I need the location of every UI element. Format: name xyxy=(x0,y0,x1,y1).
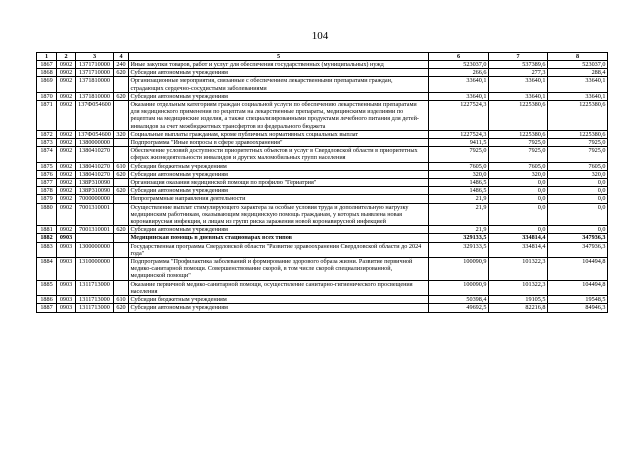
amount-col-7: 320,0 xyxy=(489,170,548,178)
row-number: 1881 xyxy=(37,226,57,234)
amount-col-8: 347936,3 xyxy=(548,242,608,257)
expense-type-code xyxy=(114,139,129,147)
expense-type-code: 620 xyxy=(114,92,129,100)
table-row xyxy=(37,258,608,281)
section-code: 0903 xyxy=(57,304,76,312)
section-code: 0902 xyxy=(57,61,76,69)
table-row xyxy=(37,147,608,162)
amount-col-8: 84946,3 xyxy=(548,304,608,312)
target-article-code: 7000000000 xyxy=(76,195,114,203)
amount-col-8: 7925,0 xyxy=(548,139,608,147)
row-number: 1877 xyxy=(37,179,57,187)
amount-col-7: 334814,4 xyxy=(489,234,548,242)
item-name: Субсидии автономным учреждениям xyxy=(129,92,429,100)
table-body xyxy=(37,61,608,313)
row-number: 1879 xyxy=(37,195,57,203)
amount-col-6: 21,9 xyxy=(429,203,489,226)
expense-type-code: 320 xyxy=(114,130,129,138)
amount-col-6: 21,9 xyxy=(429,226,489,234)
amount-col-6: 7605,0 xyxy=(429,162,489,170)
section-code: 0903 xyxy=(57,296,76,304)
row-number: 1876 xyxy=(37,170,57,178)
item-name: Организационные мероприятия, связанные с обеспечением лекарственными препаратами граждан, страдающих сердечно-сосудистыми заболеваниями xyxy=(129,77,429,92)
expense-type-code xyxy=(114,242,129,257)
amount-col-8: 0,0 xyxy=(548,226,608,234)
section-code: 0902 xyxy=(57,187,76,195)
amount-col-7: 0,0 xyxy=(489,195,548,203)
section-code: 0902 xyxy=(57,69,76,77)
amount-col-8: 7605,0 xyxy=(548,162,608,170)
section-code: 0902 xyxy=(57,101,76,131)
table-row xyxy=(37,77,608,92)
amount-col-7: 101322,3 xyxy=(489,258,548,281)
table-row xyxy=(37,280,608,295)
amount-col-7: 277,3 xyxy=(489,69,548,77)
target-article-code: 1311713000 xyxy=(76,296,114,304)
target-article-code xyxy=(76,234,114,242)
item-name: Обеспечение условий доступности приоритетных объектов и услуг в Свердловской области в приоритетных сферах жизнедеятельности инвалидов и других маломобильных групп населения xyxy=(129,147,429,162)
section-code: 0902 xyxy=(57,147,76,162)
row-number: 1883 xyxy=(37,242,57,257)
amount-col-6: 329133,5 xyxy=(429,242,489,257)
item-name: Медицинская помощь в дневных стационарах всех типов xyxy=(129,234,429,242)
amount-col-7: 334814,4 xyxy=(489,242,548,257)
section-code: 0902 xyxy=(57,179,76,187)
target-article-code: 1310000000 xyxy=(76,258,114,281)
item-name: Субсидии автономным учреждениям xyxy=(129,69,429,77)
amount-col-6: 266,6 xyxy=(429,69,489,77)
row-number: 1887 xyxy=(37,304,57,312)
target-article-code: 1380410270 xyxy=(76,170,114,178)
amount-col-8: 104494,8 xyxy=(548,280,608,295)
table-row xyxy=(37,139,608,147)
amount-col-7: 7605,0 xyxy=(489,162,548,170)
item-name: Субсидии бюджетным учреждениям xyxy=(129,162,429,170)
table-row xyxy=(37,69,608,77)
item-name: Субсидии автономным учреждениям xyxy=(129,226,429,234)
table-row xyxy=(37,92,608,100)
section-total-row xyxy=(37,234,608,242)
table-row xyxy=(37,304,608,312)
amount-col-7: 7925,0 xyxy=(489,139,548,147)
expense-type-code: 620 xyxy=(114,69,129,77)
amount-col-6: 49692,5 xyxy=(429,304,489,312)
amount-col-6: 33640,1 xyxy=(429,92,489,100)
section-code: 0903 xyxy=(57,280,76,295)
row-number: 1871 xyxy=(37,101,57,131)
table-row xyxy=(37,101,608,131)
section-code: 0903 xyxy=(57,258,76,281)
amount-col-6: 320,0 xyxy=(429,170,489,178)
item-name: Социальные выплаты гражданам, кроме публичных нормативных социальных выплат xyxy=(129,130,429,138)
item-name: Государственная программа Свердловской области "Развитие здравоохранения Свердловской области до 2024 года" xyxy=(129,242,429,257)
column-header: 5 xyxy=(129,53,429,61)
row-number: 1886 xyxy=(37,296,57,304)
expense-type-code: 620 xyxy=(114,304,129,312)
table-row xyxy=(37,187,608,195)
expense-type-code: 610 xyxy=(114,296,129,304)
target-article-code: 7001310001 xyxy=(76,203,114,226)
amount-col-8: 320,0 xyxy=(548,170,608,178)
row-number: 1880 xyxy=(37,203,57,226)
item-name: Иные закупки товаров, работ и услуг для обеспечения государственных (муниципальных) нужд xyxy=(129,61,429,69)
table-row xyxy=(37,162,608,170)
row-number: 1875 xyxy=(37,162,57,170)
section-code: 0902 xyxy=(57,130,76,138)
expense-type-code: 620 xyxy=(114,187,129,195)
table-row xyxy=(37,179,608,187)
expense-type-code xyxy=(114,234,129,242)
column-header: 2 xyxy=(57,53,76,61)
table-row xyxy=(37,296,608,304)
page-number: 104 xyxy=(311,30,329,42)
expense-type-code xyxy=(114,280,129,295)
amount-col-6: 329133,5 xyxy=(429,234,489,242)
column-header: 6 xyxy=(429,53,489,61)
item-name: Субсидии автономным учреждениям xyxy=(129,187,429,195)
amount-col-8: 1225380,6 xyxy=(548,101,608,131)
amount-col-8: 0,0 xyxy=(548,195,608,203)
target-article-code: 7001310001 xyxy=(76,226,114,234)
column-header: 7 xyxy=(489,53,548,61)
amount-col-8: 33640,1 xyxy=(548,92,608,100)
column-header: 4 xyxy=(114,53,129,61)
section-code: 0902 xyxy=(57,77,76,92)
amount-col-8: 7925,0 xyxy=(548,147,608,162)
row-number: 1867 xyxy=(37,61,57,69)
expense-type-code: 610 xyxy=(114,162,129,170)
target-article-code: 138Р310090 xyxy=(76,187,114,195)
item-name: Организация оказания медицинской помощи по профилю "Гериатрия" xyxy=(129,179,429,187)
section-code: 0903 xyxy=(57,242,76,257)
amount-col-6: 100090,9 xyxy=(429,258,489,281)
item-name: Непрограммные направления деятельности xyxy=(129,195,429,203)
column-header: 8 xyxy=(548,53,608,61)
amount-col-7: 0,0 xyxy=(489,226,548,234)
section-code: 0902 xyxy=(57,203,76,226)
expense-type-code: 620 xyxy=(114,226,129,234)
item-name: Субсидии автономным учреждениям xyxy=(129,304,429,312)
amount-col-6: 1486,5 xyxy=(429,179,489,187)
amount-col-8: 0,0 xyxy=(548,187,608,195)
budget-table xyxy=(36,52,608,313)
expense-type-code xyxy=(114,179,129,187)
amount-col-7: 101322,3 xyxy=(489,280,548,295)
section-code: 0902 xyxy=(57,195,76,203)
amount-col-7: 33640,1 xyxy=(489,77,548,92)
table-row xyxy=(37,195,608,203)
amount-col-7: 1225380,6 xyxy=(489,101,548,131)
expense-type-code: 620 xyxy=(114,170,129,178)
row-number: 1885 xyxy=(37,280,57,295)
item-name: Осуществление выплат стимулирующего характера за особые условия труда и дополнительную нагрузку медицинским работникам, оказывающим медицинскую помощь гражданам, у которых выявлена новая коронавирусная инфекция, и лицам из групп риска заражения новой коронавирусной инфекцией xyxy=(129,203,429,226)
item-name: Подпрограмма "Профилактика заболеваний и формирование здорового образа жизни. Развитие первичной медико-санитарной помощи. Совершенствование скорой, в том числе скорой специализированной, медицинской помощи" xyxy=(129,258,429,281)
item-name: Субсидии бюджетным учреждениям xyxy=(129,296,429,304)
target-article-code: 1371810000 xyxy=(76,92,114,100)
item-name: Подпрограмма "Иные вопросы в сфере здравоохранения" xyxy=(129,139,429,147)
target-article-code: 138Р310090 xyxy=(76,179,114,187)
target-article-code: 1380410270 xyxy=(76,147,114,162)
row-number: 1868 xyxy=(37,69,57,77)
column-header: 1 xyxy=(37,53,57,61)
target-article-code: 1311713000 xyxy=(76,280,114,295)
expense-type-code xyxy=(114,203,129,226)
amount-col-7: 7925,0 xyxy=(489,147,548,162)
section-code: 0902 xyxy=(57,162,76,170)
table-row xyxy=(37,61,608,69)
row-number: 1874 xyxy=(37,147,57,162)
amount-col-6: 9411,5 xyxy=(429,139,489,147)
item-name: Оказание отдельным категориям граждан социальной услуги по обеспечению лекарственными препаратами для медицинского применения по рецептам на лекарственные препараты, медицинскими изделиями по рецептам на медицинские изделия, а также специализированными продуктами лечебного питания для детей-инвалидов за счет межбюджетных трансфертов из федерального бюджета xyxy=(129,101,429,131)
amount-col-7: 82216,8 xyxy=(489,304,548,312)
table-row xyxy=(37,242,608,257)
section-code: 0902 xyxy=(57,92,76,100)
row-number: 1870 xyxy=(37,92,57,100)
amount-col-8: 0,0 xyxy=(548,179,608,187)
table-row xyxy=(37,170,608,178)
section-code: 0903 xyxy=(57,234,76,242)
amount-col-6: 33640,1 xyxy=(429,77,489,92)
amount-col-8: 19548,5 xyxy=(548,296,608,304)
row-number: 1873 xyxy=(37,139,57,147)
item-name: Субсидии автономным учреждениям xyxy=(129,170,429,178)
target-article-code: 1371810000 xyxy=(76,77,114,92)
target-article-code: 1311713000 xyxy=(76,304,114,312)
expense-type-code xyxy=(114,101,129,131)
table-row xyxy=(37,203,608,226)
amount-col-7: 19105,5 xyxy=(489,296,548,304)
amount-col-6: 523037,0 xyxy=(429,61,489,69)
amount-col-7: 0,0 xyxy=(489,203,548,226)
target-article-code: 137Ф054600 xyxy=(76,101,114,131)
expense-type-code: 240 xyxy=(114,61,129,69)
column-header: 3 xyxy=(76,53,114,61)
row-number: 1869 xyxy=(37,77,57,92)
table-header-row xyxy=(37,53,608,61)
expense-type-code xyxy=(114,147,129,162)
amount-col-6: 50398,4 xyxy=(429,296,489,304)
target-article-code: 1371710000 xyxy=(76,61,114,69)
amount-col-8: 523037,0 xyxy=(548,61,608,69)
target-article-code: 137Ф054600 xyxy=(76,130,114,138)
target-article-code: 1371710000 xyxy=(76,69,114,77)
amount-col-6: 21,9 xyxy=(429,195,489,203)
table-row xyxy=(37,130,608,138)
amount-col-6: 100090,9 xyxy=(429,280,489,295)
expense-type-code xyxy=(114,195,129,203)
expense-type-code xyxy=(114,258,129,281)
amount-col-6: 1227524,3 xyxy=(429,130,489,138)
amount-col-7: 0,0 xyxy=(489,179,548,187)
row-number: 1884 xyxy=(37,258,57,281)
amount-col-7: 1225380,6 xyxy=(489,130,548,138)
amount-col-7: 33640,1 xyxy=(489,92,548,100)
amount-col-7: 537389,6 xyxy=(489,61,548,69)
row-number: 1872 xyxy=(37,130,57,138)
target-article-code: 1380000000 xyxy=(76,139,114,147)
amount-col-8: 33640,1 xyxy=(548,77,608,92)
amount-col-8: 104494,8 xyxy=(548,258,608,281)
amount-col-7: 0,0 xyxy=(489,187,548,195)
amount-col-8: 1225380,6 xyxy=(548,130,608,138)
table-row xyxy=(37,226,608,234)
expense-type-code xyxy=(114,77,129,92)
amount-col-6: 1227524,3 xyxy=(429,101,489,131)
target-article-code: 1300000000 xyxy=(76,242,114,257)
amount-col-8: 0,0 xyxy=(548,203,608,226)
amount-col-6: 7925,0 xyxy=(429,147,489,162)
amount-col-8: 288,4 xyxy=(548,69,608,77)
amount-col-6: 1486,5 xyxy=(429,187,489,195)
item-name: Оказание первичной медико-санитарной помощи, осуществление санитарно-гигиенического просвещения населения xyxy=(129,280,429,295)
section-code: 0902 xyxy=(57,226,76,234)
section-code: 0902 xyxy=(57,170,76,178)
section-code: 0902 xyxy=(57,139,76,147)
row-number: 1882 xyxy=(37,234,57,242)
row-number: 1878 xyxy=(37,187,57,195)
target-article-code: 1380410270 xyxy=(76,162,114,170)
amount-col-8: 347936,3 xyxy=(548,234,608,242)
